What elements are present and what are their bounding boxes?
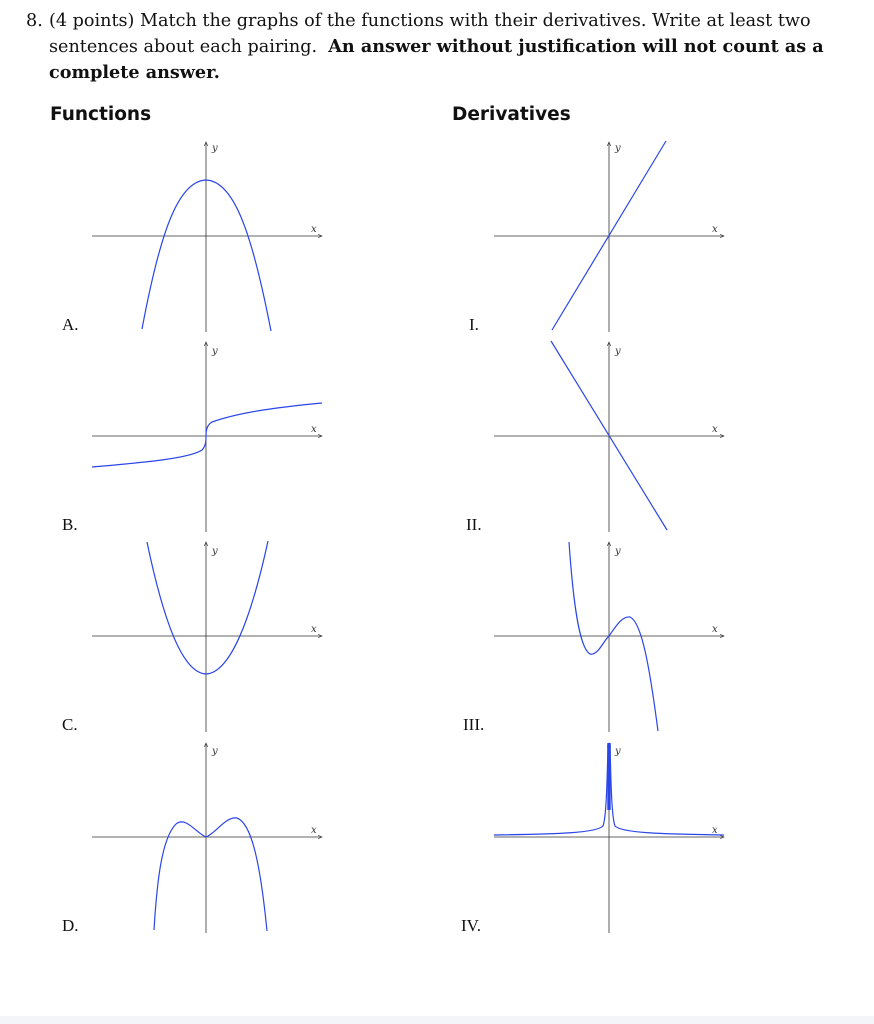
function-d-curve bbox=[154, 818, 267, 931]
derivative-iii-y-label: y bbox=[615, 546, 621, 557]
derivative-label-iii: III. bbox=[463, 715, 485, 734]
derivative-iii-x-label: x bbox=[712, 624, 718, 635]
function-b-curve bbox=[92, 403, 322, 467]
function-d-plot bbox=[92, 743, 322, 933]
derivative-ii-y-label: y bbox=[615, 346, 621, 357]
derivative-label-iv: IV. bbox=[461, 916, 481, 935]
derivative-i-plot bbox=[494, 141, 724, 332]
function-label-b: B. bbox=[62, 515, 78, 534]
derivative-iv-curve-right bbox=[610, 744, 724, 835]
derivative-ii-plot bbox=[494, 341, 724, 532]
derivative-i-y-label: y bbox=[615, 143, 621, 154]
derivative-iii-plot bbox=[494, 542, 724, 732]
question-bold-end: complete answer. bbox=[49, 62, 220, 83]
derivative-iv-curve-left bbox=[494, 744, 608, 835]
function-c-plot bbox=[92, 541, 322, 732]
page-bottom-edge bbox=[0, 1016, 874, 1024]
derivative-iv-plot bbox=[494, 743, 724, 933]
function-a-y-label: y bbox=[212, 143, 218, 154]
question-bold-sentence: An answer without justification will not count as a bbox=[328, 36, 824, 57]
question-line-2: sentences about each pairing. bbox=[49, 37, 318, 57]
question-number: 8. bbox=[26, 11, 43, 31]
function-a-x-label: x bbox=[311, 224, 317, 235]
derivative-ii-x-label: x bbox=[712, 424, 718, 435]
derivative-i-x-label: x bbox=[712, 224, 718, 235]
function-label-d: D. bbox=[62, 916, 79, 935]
derivative-label-ii: II. bbox=[466, 515, 482, 534]
function-b-x-label: x bbox=[311, 424, 317, 435]
derivative-iii-curve bbox=[569, 542, 658, 731]
function-c-curve bbox=[147, 541, 268, 674]
function-b-y-label: y bbox=[212, 346, 218, 357]
question-line-1: (4 points) Match the graphs of the functions with their derivatives. Write at least two bbox=[49, 11, 811, 31]
function-c-x-label: x bbox=[311, 624, 317, 635]
function-a-plot bbox=[92, 142, 322, 332]
derivative-label-i: I. bbox=[469, 315, 479, 334]
derivatives-heading: Derivatives bbox=[452, 104, 571, 125]
functions-heading: Functions bbox=[50, 104, 152, 125]
function-a-curve bbox=[142, 180, 271, 331]
derivative-iv-y-label: y bbox=[615, 746, 621, 757]
function-c-y-label: y bbox=[212, 546, 218, 557]
derivative-iv-x-label: x bbox=[712, 825, 718, 836]
function-label-c: C. bbox=[62, 715, 78, 734]
function-d-x-label: x bbox=[311, 825, 317, 836]
function-label-a: A. bbox=[62, 315, 79, 334]
function-b-plot bbox=[92, 342, 322, 532]
function-d-y-label: y bbox=[212, 746, 218, 757]
